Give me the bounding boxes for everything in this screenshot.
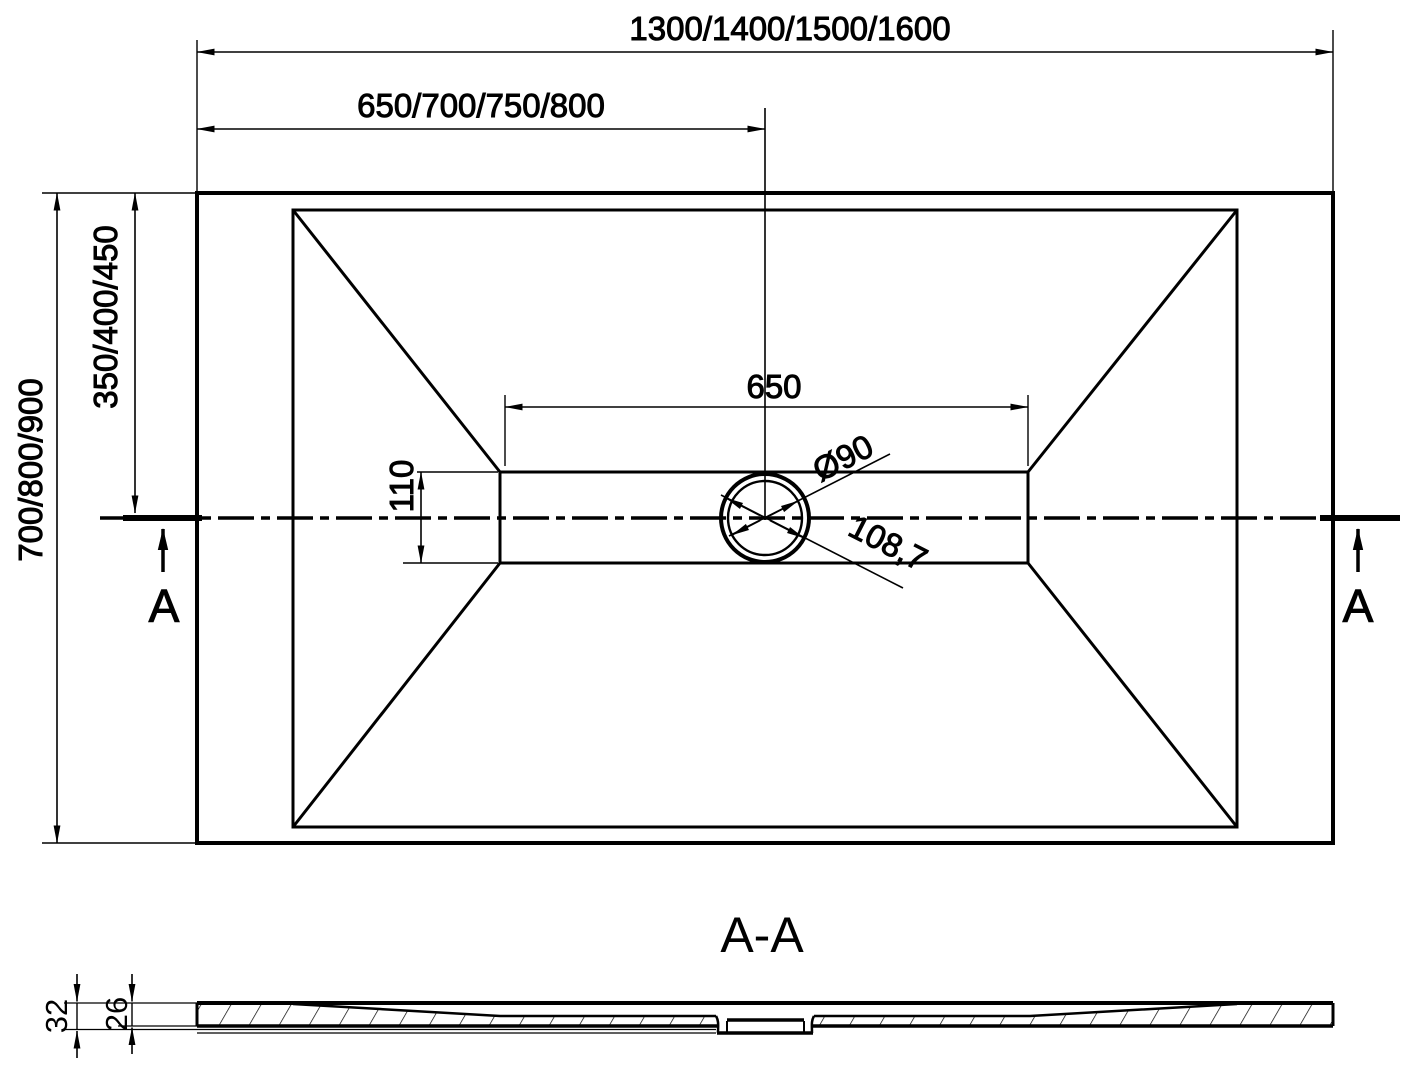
section-letter-right: A xyxy=(1342,580,1374,632)
drain-diameter-arrow-sw xyxy=(732,521,760,536)
section-letter-left: A xyxy=(148,580,180,632)
slope-diagonal-bottom-right xyxy=(1028,563,1237,827)
dim-text-channel-length: 650 xyxy=(746,368,802,405)
drain-outer-arrow-nw xyxy=(726,498,760,516)
drain-outer-arrow-se xyxy=(770,521,804,539)
dim-text-body-height: 26 xyxy=(99,996,134,1032)
slope-diagonal-top-left xyxy=(293,210,500,472)
dim-text-channel-width: 110 xyxy=(383,459,420,513)
drain-diameter-arrow-ne xyxy=(770,501,798,516)
dim-text-total-height: 32 xyxy=(39,998,74,1034)
slope-diagonal-bottom-left xyxy=(293,563,500,827)
plan-view xyxy=(12,10,1400,843)
section-title: A-A xyxy=(720,907,804,963)
dim-text-drain-diameter: Ø90 xyxy=(806,427,879,489)
slope-diagonal-top-right xyxy=(1028,210,1237,472)
dim-text-drain-outer-diameter: 108,7 xyxy=(843,507,934,578)
dim-text-width-to-drain: 650/700/750/800 xyxy=(357,87,605,124)
dim-text-overall-depth: 700/800/900 xyxy=(12,378,49,562)
section-view xyxy=(39,907,1333,1058)
dim-text-depth-to-drain: 350/400/450 xyxy=(87,225,124,409)
dim-text-overall-width: 1300/1400/1500/1600 xyxy=(629,10,951,47)
